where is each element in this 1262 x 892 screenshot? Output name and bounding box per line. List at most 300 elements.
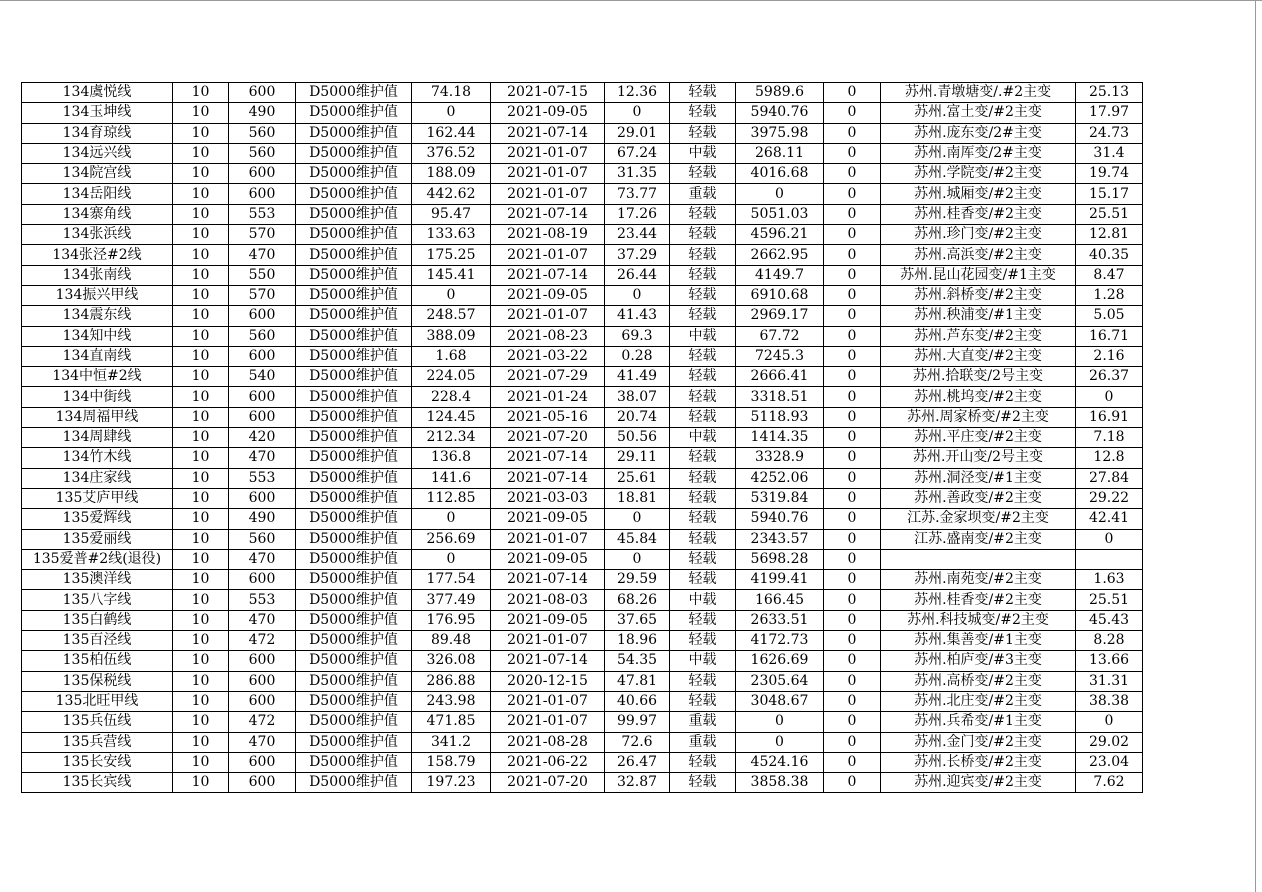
cell-load-status: 轻载	[670, 488, 736, 508]
cell-line-name: 135百泾线	[22, 631, 173, 651]
cell-voltage: 10	[173, 610, 229, 630]
cell-substation: 苏州.高浜变/#2主变	[881, 245, 1076, 265]
table-row	[22, 285, 1143, 305]
table-row	[22, 103, 1143, 123]
cell-load-rate: 47.81	[605, 671, 670, 691]
cell-capacity: 470	[229, 610, 296, 630]
cell-voltage: 10	[173, 103, 229, 123]
cell-source: D5000维护值	[296, 326, 412, 346]
cell-source: D5000维护值	[296, 570, 412, 590]
table-row	[22, 83, 1143, 103]
cell-load-current: 124.45	[412, 407, 491, 427]
cell-spare-capacity: 0	[736, 184, 824, 204]
cell-line-name: 135白鹤线	[22, 610, 173, 630]
cell-voltage: 10	[173, 773, 229, 793]
cell-voltage: 10	[173, 712, 229, 732]
table-row	[22, 488, 1143, 508]
cell-capacity: 560	[229, 326, 296, 346]
cell-load-current: 1.68	[412, 346, 491, 366]
cell-source: D5000维护值	[296, 752, 412, 772]
cell-date: 2021-01-07	[491, 164, 605, 184]
cell-transformer-load: 26.37	[1076, 367, 1143, 387]
cell-count: 0	[824, 590, 881, 610]
cell-spare-capacity: 0	[736, 712, 824, 732]
cell-load-rate: 0	[605, 103, 670, 123]
cell-capacity: 420	[229, 428, 296, 448]
cell-line-name: 135柏伍线	[22, 651, 173, 671]
cell-transformer-load: 27.84	[1076, 468, 1143, 488]
cell-load-rate: 29.11	[605, 448, 670, 468]
spreadsheet-table	[21, 82, 1143, 793]
cell-spare-capacity: 4199.41	[736, 570, 824, 590]
cell-count: 0	[824, 691, 881, 711]
cell-line-name: 135爱普#2线(退役)	[22, 549, 173, 569]
cell-voltage: 10	[173, 306, 229, 326]
cell-spare-capacity: 4172.73	[736, 631, 824, 651]
cell-load-current: 0	[412, 285, 491, 305]
cell-substation: 苏州.南厍变/2#主变	[881, 143, 1076, 163]
cell-line-name: 134张南线	[22, 265, 173, 285]
cell-line-name: 134知中线	[22, 326, 173, 346]
cell-source: D5000维护值	[296, 245, 412, 265]
cell-source: D5000维护值	[296, 285, 412, 305]
cell-line-name: 135八字线	[22, 590, 173, 610]
cell-date: 2021-07-14	[491, 570, 605, 590]
cell-capacity: 600	[229, 306, 296, 326]
cell-transformer-load: 24.73	[1076, 123, 1143, 143]
cell-voltage: 10	[173, 570, 229, 590]
cell-count: 0	[824, 529, 881, 549]
table-row	[22, 225, 1143, 245]
cell-capacity: 600	[229, 773, 296, 793]
cell-load-rate: 41.43	[605, 306, 670, 326]
cell-source: D5000维护值	[296, 448, 412, 468]
cell-load-status: 轻载	[670, 752, 736, 772]
cell-date: 2021-09-05	[491, 549, 605, 569]
cell-source: D5000维护值	[296, 184, 412, 204]
cell-count: 0	[824, 610, 881, 630]
cell-line-name: 135长宾线	[22, 773, 173, 793]
cell-count: 0	[824, 225, 881, 245]
cell-load-status: 中载	[670, 590, 736, 610]
cell-transformer-load: 1.63	[1076, 570, 1143, 590]
cell-load-rate: 72.6	[605, 732, 670, 752]
cell-load-current: 0	[412, 549, 491, 569]
cell-count: 0	[824, 570, 881, 590]
cell-load-current: 442.62	[412, 184, 491, 204]
cell-substation: 苏州.迎宾变/#2主变	[881, 773, 1076, 793]
cell-spare-capacity: 3858.38	[736, 773, 824, 793]
cell-load-current: 162.44	[412, 123, 491, 143]
cell-load-rate: 0	[605, 285, 670, 305]
cell-load-rate: 68.26	[605, 590, 670, 610]
cell-transformer-load: 29.22	[1076, 488, 1143, 508]
cell-transformer-load: 7.62	[1076, 773, 1143, 793]
cell-capacity: 470	[229, 732, 296, 752]
cell-transformer-load: 25.13	[1076, 83, 1143, 103]
cell-load-status: 中载	[670, 428, 736, 448]
cell-capacity: 560	[229, 143, 296, 163]
cell-spare-capacity: 5051.03	[736, 204, 824, 224]
cell-capacity: 553	[229, 204, 296, 224]
cell-source: D5000维护值	[296, 468, 412, 488]
cell-count: 0	[824, 549, 881, 569]
cell-load-status: 轻载	[670, 448, 736, 468]
cell-date: 2021-07-14	[491, 448, 605, 468]
table-row	[22, 631, 1143, 651]
cell-load-rate: 0.28	[605, 346, 670, 366]
cell-transformer-load: 31.31	[1076, 671, 1143, 691]
cell-capacity: 553	[229, 590, 296, 610]
cell-date: 2021-01-07	[491, 691, 605, 711]
cell-substation: 苏州.桂香变/#2主变	[881, 590, 1076, 610]
cell-load-rate: 37.65	[605, 610, 670, 630]
cell-line-name: 135北旺甲线	[22, 691, 173, 711]
cell-line-name: 134直南线	[22, 346, 173, 366]
cell-load-status: 轻载	[670, 570, 736, 590]
cell-capacity: 560	[229, 529, 296, 549]
cell-voltage: 10	[173, 488, 229, 508]
cell-substation: 苏州.斜桥变/#2主变	[881, 285, 1076, 305]
cell-load-status: 重载	[670, 712, 736, 732]
cell-date: 2021-07-14	[491, 204, 605, 224]
cell-substation: 苏州.青墩塘变/.#2主变	[881, 83, 1076, 103]
cell-source: D5000维护值	[296, 204, 412, 224]
cell-transformer-load: 0	[1076, 387, 1143, 407]
table-row	[22, 245, 1143, 265]
cell-count: 0	[824, 265, 881, 285]
cell-substation: 苏州.芦东变/#2主变	[881, 326, 1076, 346]
cell-line-name: 135兵伍线	[22, 712, 173, 732]
cell-substation: 江苏.金家坝变/#2主变	[881, 509, 1076, 529]
cell-spare-capacity: 1626.69	[736, 651, 824, 671]
cell-load-status: 轻载	[670, 204, 736, 224]
cell-count: 0	[824, 407, 881, 427]
cell-count: 0	[824, 468, 881, 488]
cell-load-current: 0	[412, 509, 491, 529]
cell-load-current: 256.69	[412, 529, 491, 549]
cell-count: 0	[824, 732, 881, 752]
cell-line-name: 134震东线	[22, 306, 173, 326]
cell-substation: 苏州.桃坞变/#2主变	[881, 387, 1076, 407]
cell-spare-capacity: 3318.51	[736, 387, 824, 407]
cell-voltage: 10	[173, 164, 229, 184]
cell-substation: 苏州.科技城变/#2主变	[881, 610, 1076, 630]
cell-capacity: 600	[229, 346, 296, 366]
cell-substation: 苏州.南苑变/#2主变	[881, 570, 1076, 590]
cell-load-status: 轻载	[670, 285, 736, 305]
cell-line-name: 134庄家线	[22, 468, 173, 488]
cell-load-status: 轻载	[670, 346, 736, 366]
cell-capacity: 600	[229, 164, 296, 184]
table-row	[22, 752, 1143, 772]
cell-count: 0	[824, 164, 881, 184]
cell-capacity: 470	[229, 245, 296, 265]
cell-source: D5000维护值	[296, 143, 412, 163]
cell-voltage: 10	[173, 143, 229, 163]
table-row	[22, 306, 1143, 326]
cell-source: D5000维护值	[296, 407, 412, 427]
cell-load-current: 197.23	[412, 773, 491, 793]
cell-load-status: 轻载	[670, 671, 736, 691]
cell-source: D5000维护值	[296, 488, 412, 508]
cell-load-status: 中载	[670, 651, 736, 671]
cell-spare-capacity: 3975.98	[736, 123, 824, 143]
cell-capacity: 472	[229, 712, 296, 732]
cell-load-status: 轻载	[670, 225, 736, 245]
cell-transformer-load: 16.71	[1076, 326, 1143, 346]
cell-capacity: 600	[229, 651, 296, 671]
cell-transformer-load: 7.18	[1076, 428, 1143, 448]
cell-count: 0	[824, 651, 881, 671]
cell-substation: 苏州.庞东变/2#主变	[881, 123, 1076, 143]
cell-voltage: 10	[173, 285, 229, 305]
cell-load-rate: 18.81	[605, 488, 670, 508]
cell-load-status: 轻载	[670, 773, 736, 793]
cell-count: 0	[824, 184, 881, 204]
cell-count: 0	[824, 123, 881, 143]
cell-load-status: 中载	[670, 326, 736, 346]
table-row	[22, 143, 1143, 163]
cell-substation: 苏州.洞泾变/#1主变	[881, 468, 1076, 488]
cell-load-current: 212.34	[412, 428, 491, 448]
cell-line-name: 134育琼线	[22, 123, 173, 143]
cell-spare-capacity: 1414.35	[736, 428, 824, 448]
cell-capacity: 600	[229, 184, 296, 204]
cell-source: D5000维护值	[296, 671, 412, 691]
cell-count: 0	[824, 509, 881, 529]
cell-source: D5000维护值	[296, 529, 412, 549]
table-row	[22, 265, 1143, 285]
cell-transformer-load: 12.8	[1076, 448, 1143, 468]
cell-date: 2020-12-15	[491, 671, 605, 691]
cell-line-name: 134寨角线	[22, 204, 173, 224]
cell-transformer-load: 23.04	[1076, 752, 1143, 772]
table-row	[22, 671, 1143, 691]
cell-voltage: 10	[173, 407, 229, 427]
cell-count: 0	[824, 428, 881, 448]
cell-load-status: 轻载	[670, 549, 736, 569]
cell-source: D5000维护值	[296, 712, 412, 732]
cell-capacity: 540	[229, 367, 296, 387]
cell-date: 2021-07-15	[491, 83, 605, 103]
cell-capacity: 550	[229, 265, 296, 285]
cell-load-status: 轻载	[670, 509, 736, 529]
cell-load-current: 133.63	[412, 225, 491, 245]
cell-capacity: 553	[229, 468, 296, 488]
cell-capacity: 472	[229, 631, 296, 651]
cell-substation: 苏州.长桥变/#2主变	[881, 752, 1076, 772]
cell-date: 2021-09-05	[491, 610, 605, 630]
cell-date: 2021-01-07	[491, 529, 605, 549]
cell-spare-capacity: 4016.68	[736, 164, 824, 184]
cell-load-rate: 0	[605, 509, 670, 529]
cell-source: D5000维护值	[296, 590, 412, 610]
cell-line-name: 135保税线	[22, 671, 173, 691]
cell-date: 2021-08-03	[491, 590, 605, 610]
cell-count: 0	[824, 488, 881, 508]
cell-substation: 苏州.周家桥变/#2主变	[881, 407, 1076, 427]
table-row	[22, 346, 1143, 366]
cell-count: 0	[824, 346, 881, 366]
cell-load-status: 轻载	[670, 103, 736, 123]
cell-transformer-load: 25.51	[1076, 590, 1143, 610]
cell-load-rate: 54.35	[605, 651, 670, 671]
cell-voltage: 10	[173, 346, 229, 366]
cell-load-rate: 31.35	[605, 164, 670, 184]
cell-voltage: 10	[173, 123, 229, 143]
cell-source: D5000维护值	[296, 83, 412, 103]
table-row	[22, 691, 1143, 711]
cell-load-rate: 29.01	[605, 123, 670, 143]
cell-count: 0	[824, 285, 881, 305]
cell-date: 2021-07-14	[491, 468, 605, 488]
cell-voltage: 10	[173, 367, 229, 387]
cell-substation: 苏州.珍门变/#2主变	[881, 225, 1076, 245]
cell-substation: 苏州.高桥变/#2主变	[881, 671, 1076, 691]
cell-count: 0	[824, 773, 881, 793]
cell-date: 2021-06-22	[491, 752, 605, 772]
cell-capacity: 600	[229, 488, 296, 508]
cell-source: D5000维护值	[296, 691, 412, 711]
table-row	[22, 529, 1143, 549]
cell-transformer-load: 8.47	[1076, 265, 1143, 285]
cell-source: D5000维护值	[296, 651, 412, 671]
cell-voltage: 10	[173, 509, 229, 529]
table-row	[22, 732, 1143, 752]
cell-date: 2021-01-07	[491, 184, 605, 204]
cell-transformer-load: 8.28	[1076, 631, 1143, 651]
cell-spare-capacity: 7245.3	[736, 346, 824, 366]
cell-line-name: 134虞悦线	[22, 83, 173, 103]
cell-load-current: 74.18	[412, 83, 491, 103]
cell-transformer-load: 42.41	[1076, 509, 1143, 529]
cell-load-current: 326.08	[412, 651, 491, 671]
cell-source: D5000维护值	[296, 103, 412, 123]
cell-capacity: 600	[229, 407, 296, 427]
cell-load-status: 轻载	[670, 407, 736, 427]
cell-capacity: 600	[229, 671, 296, 691]
cell-substation	[881, 549, 1076, 569]
cell-load-current: 176.95	[412, 610, 491, 630]
cell-load-rate: 73.77	[605, 184, 670, 204]
cell-source: D5000维护值	[296, 346, 412, 366]
cell-spare-capacity: 5698.28	[736, 549, 824, 569]
cell-line-name: 134中街线	[22, 387, 173, 407]
cell-load-current: 175.25	[412, 245, 491, 265]
cell-spare-capacity: 268.11	[736, 143, 824, 163]
cell-spare-capacity: 6910.68	[736, 285, 824, 305]
cell-substation: 苏州.平庄变/#2主变	[881, 428, 1076, 448]
cell-count: 0	[824, 326, 881, 346]
cell-date: 2021-05-16	[491, 407, 605, 427]
cell-count: 0	[824, 712, 881, 732]
cell-transformer-load: 15.17	[1076, 184, 1143, 204]
cell-capacity: 600	[229, 83, 296, 103]
page-right-edge	[1255, 0, 1256, 892]
cell-voltage: 10	[173, 631, 229, 651]
table-row	[22, 610, 1143, 630]
cell-spare-capacity: 4252.06	[736, 468, 824, 488]
cell-load-rate: 37.29	[605, 245, 670, 265]
cell-load-status: 轻载	[670, 367, 736, 387]
cell-transformer-load	[1076, 549, 1143, 569]
cell-load-rate: 12.36	[605, 83, 670, 103]
cell-transformer-load: 13.66	[1076, 651, 1143, 671]
table-row	[22, 509, 1143, 529]
cell-load-current: 0	[412, 103, 491, 123]
table-row	[22, 590, 1143, 610]
cell-line-name: 134张浜线	[22, 225, 173, 245]
cell-capacity: 570	[229, 225, 296, 245]
cell-line-name: 134玉坤线	[22, 103, 173, 123]
cell-voltage: 10	[173, 529, 229, 549]
table-row	[22, 407, 1143, 427]
cell-voltage: 10	[173, 387, 229, 407]
cell-voltage: 10	[173, 651, 229, 671]
cell-load-current: 243.98	[412, 691, 491, 711]
cell-line-name: 135爱辉线	[22, 509, 173, 529]
cell-source: D5000维护值	[296, 428, 412, 448]
cell-transformer-load: 25.51	[1076, 204, 1143, 224]
cell-load-status: 轻载	[670, 387, 736, 407]
cell-substation: 苏州.大直变/#2主变	[881, 346, 1076, 366]
cell-source: D5000维护值	[296, 509, 412, 529]
cell-load-rate: 29.59	[605, 570, 670, 590]
cell-line-name: 135澳洋线	[22, 570, 173, 590]
cell-count: 0	[824, 245, 881, 265]
cell-load-current: 89.48	[412, 631, 491, 651]
cell-date: 2021-09-05	[491, 509, 605, 529]
cell-capacity: 600	[229, 570, 296, 590]
cell-load-status: 中载	[670, 143, 736, 163]
cell-count: 0	[824, 671, 881, 691]
cell-load-status: 轻载	[670, 164, 736, 184]
cell-voltage: 10	[173, 671, 229, 691]
cell-date: 2021-03-03	[491, 488, 605, 508]
cell-source: D5000维护值	[296, 549, 412, 569]
cell-load-current: 388.09	[412, 326, 491, 346]
cell-load-rate: 25.61	[605, 468, 670, 488]
cell-load-status: 轻载	[670, 265, 736, 285]
cell-load-rate: 41.49	[605, 367, 670, 387]
cell-load-current: 177.54	[412, 570, 491, 590]
cell-voltage: 10	[173, 549, 229, 569]
cell-load-current: 141.6	[412, 468, 491, 488]
cell-capacity: 470	[229, 549, 296, 569]
cell-substation: 苏州.兵希变/#1主变	[881, 712, 1076, 732]
cell-date: 2021-07-14	[491, 123, 605, 143]
cell-count: 0	[824, 387, 881, 407]
cell-spare-capacity: 4524.16	[736, 752, 824, 772]
cell-load-current: 224.05	[412, 367, 491, 387]
cell-load-status: 轻载	[670, 529, 736, 549]
cell-substation: 苏州.桂香变/#2主变	[881, 204, 1076, 224]
table-row	[22, 428, 1143, 448]
cell-load-current: 95.47	[412, 204, 491, 224]
cell-load-rate: 40.66	[605, 691, 670, 711]
cell-source: D5000维护值	[296, 164, 412, 184]
cell-transformer-load: 1.28	[1076, 285, 1143, 305]
cell-load-current: 228.4	[412, 387, 491, 407]
cell-spare-capacity: 4596.21	[736, 225, 824, 245]
cell-substation: 苏州.学院变/#2主变	[881, 164, 1076, 184]
cell-spare-capacity: 4149.7	[736, 265, 824, 285]
cell-substation: 苏州.金门变/#2主变	[881, 732, 1076, 752]
cell-load-current: 376.52	[412, 143, 491, 163]
cell-substation: 苏州.北庄变/#2主变	[881, 691, 1076, 711]
cell-substation: 苏州.集善变/#1主变	[881, 631, 1076, 651]
